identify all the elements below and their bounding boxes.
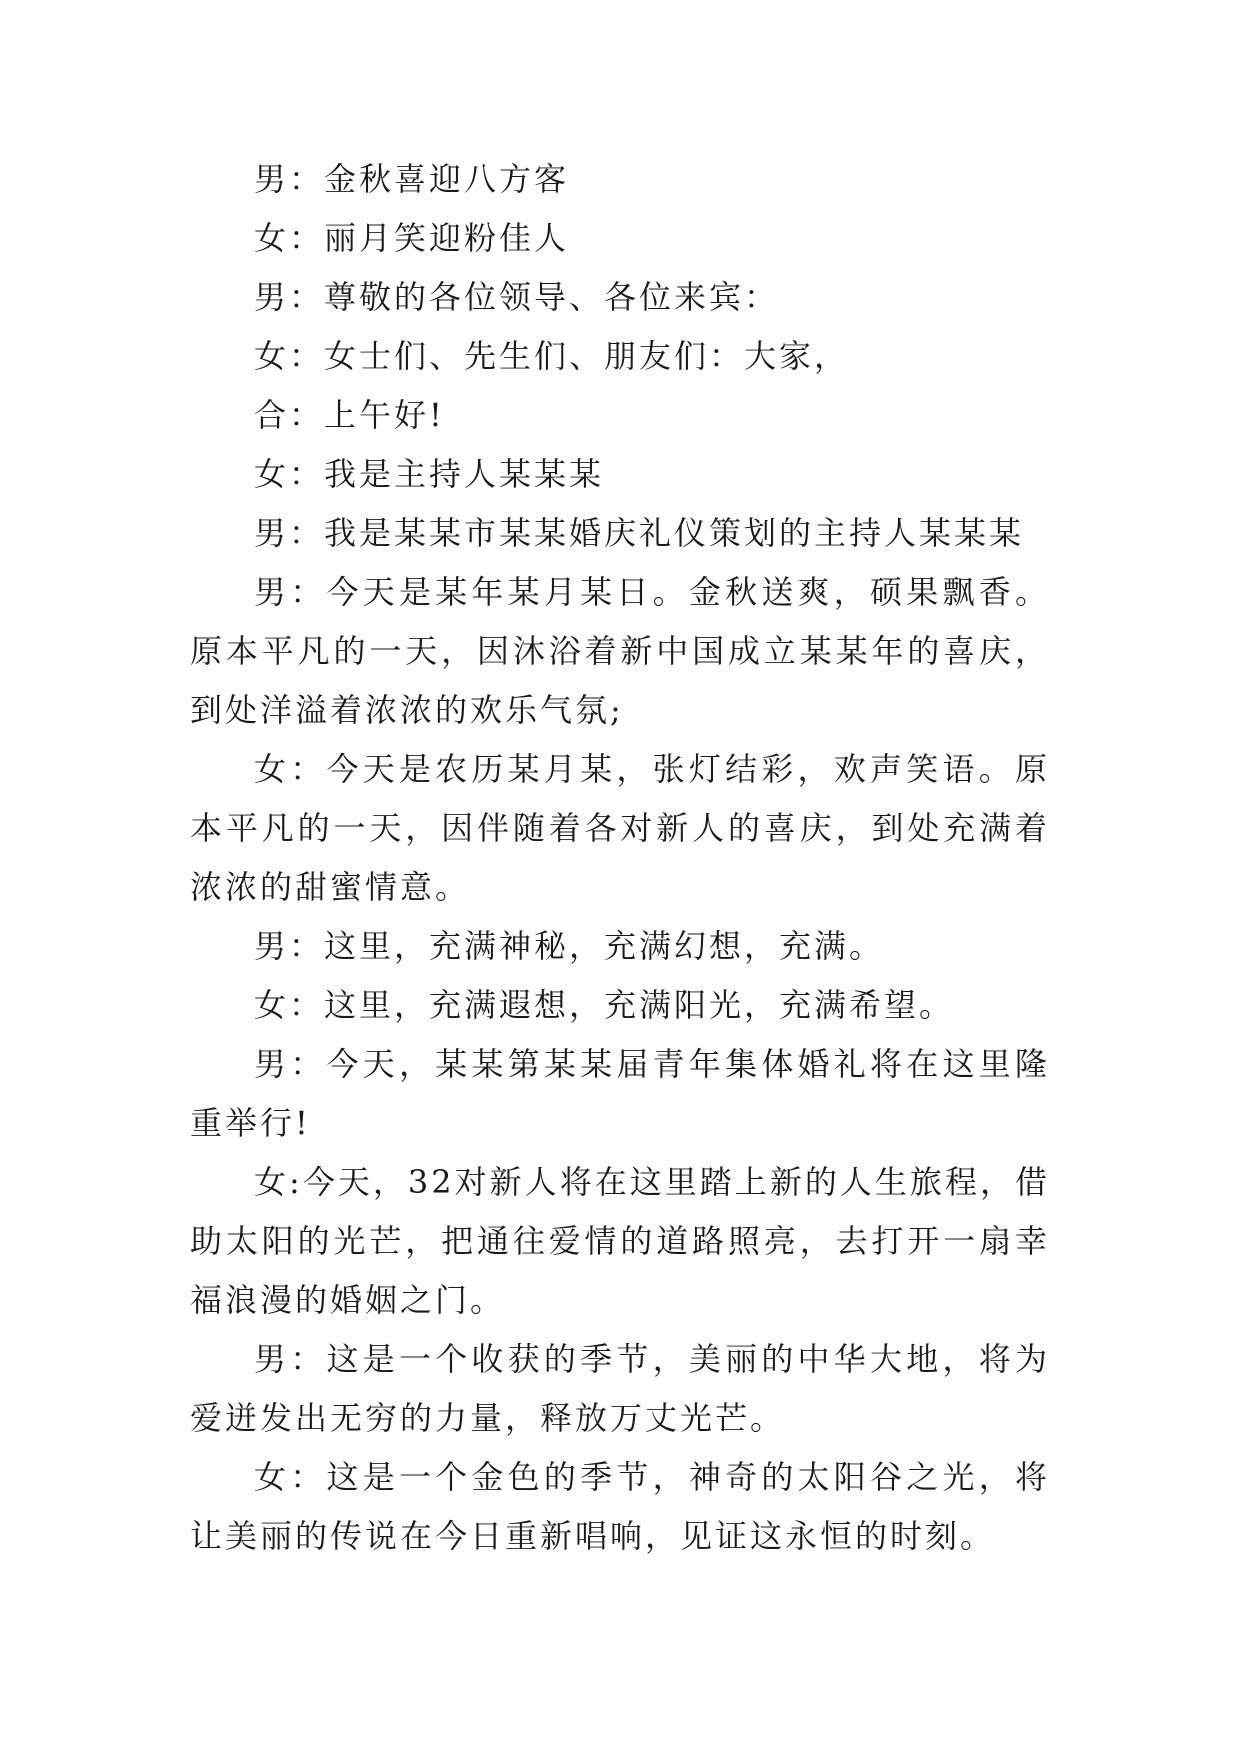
- paragraph: 男：今天是某年某月某日。金秋送爽，硕果飘香。原本平凡的一天，因沐浴着新中国成立某某年的喜庆，到处洋溢着浓浓的欢乐气氛;: [190, 573, 1050, 729]
- paragraph: 女：这是一个金色的季节，神奇的太阳谷之光，将让美丽的传说在今日重新唱响，见证这永恒的时刻。: [190, 1458, 1050, 1555]
- paragraph: 男：金秋喜迎八方客: [254, 160, 570, 198]
- paragraph: 男：我是某某市某某婚庆礼仪策划的主持人某某某: [254, 514, 1025, 552]
- paragraph: 男：尊敬的各位领导、各位来宾：: [254, 278, 780, 316]
- paragraph: 女:今天，32对新人将在这里踏上新的人生旅程，借助太阳的光芒，把通往爱情的道路照亮，去打开一扇幸福浪漫的婚姻之门。: [190, 1163, 1050, 1319]
- paragraph: 合：上午好!: [254, 396, 445, 434]
- paragraph: 男：这里，充满神秘，充满幻想，充满。: [254, 927, 885, 965]
- paragraph: 女：女士们、先生们、朋友们：大家，: [254, 337, 850, 375]
- paragraph: 女：丽月笑迎粉佳人: [254, 219, 570, 257]
- paragraph: 女：这里，充满遐想，充满阳光，充满希望。: [254, 986, 955, 1024]
- paragraph: 女：今天是农历某月某，张灯结彩，欢声笑语。原本平凡的一天，因伴随着各对新人的喜庆，到处充满着浓浓的甜蜜情意。: [190, 750, 1050, 906]
- paragraph: 男：这是一个收获的季节，美丽的中华大地，将为爱迸发出无穷的力量，释放万丈光芒。: [190, 1340, 1050, 1437]
- paragraph: 女：我是主持人某某某: [254, 455, 605, 493]
- document-body: [190, 150, 1050, 1566]
- paragraph: 男：今天，某某第某某届青年集体婚礼将在这里隆重举行!: [190, 1045, 1050, 1142]
